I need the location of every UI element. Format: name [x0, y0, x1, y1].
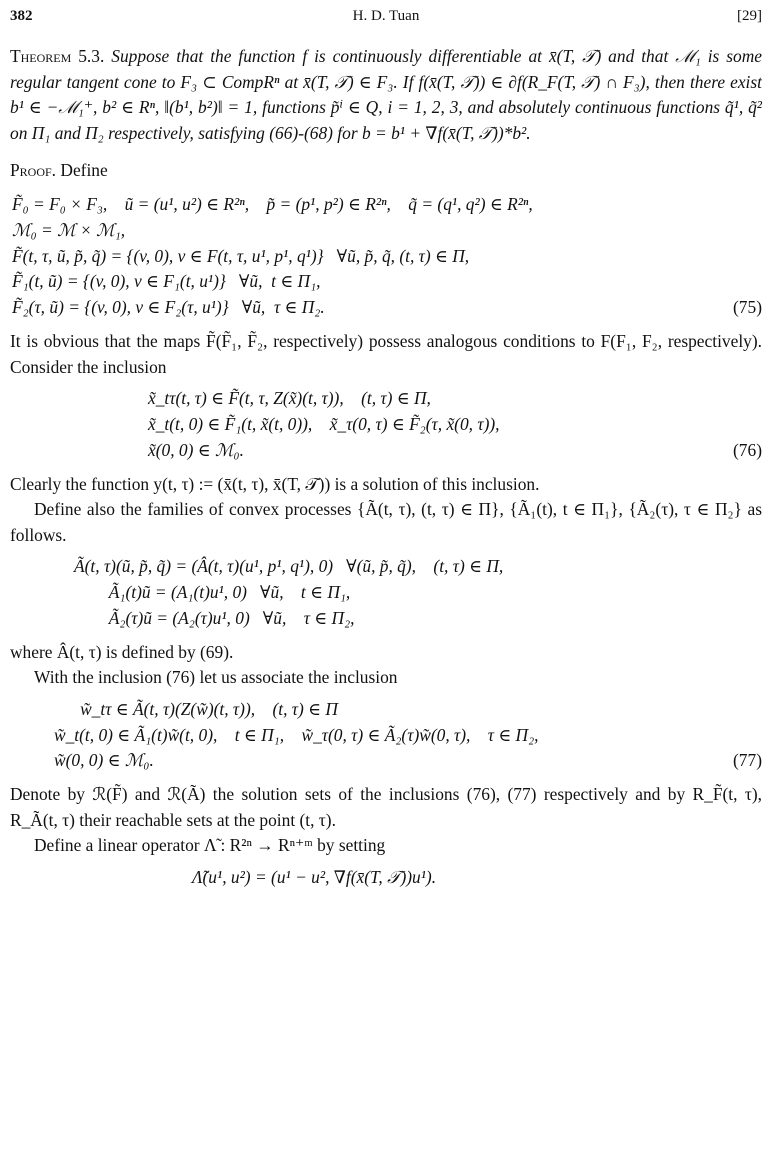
page-number: 382	[10, 8, 33, 24]
equation-number: (77)	[733, 750, 762, 771]
equation-line: w̃_t(t, 0) ∈ Ã₁(t)w̃(t, 0), t ∈ Π₁, w̃_τ(0, τ) ∈ Ã₂(τ)w̃(0, τ), τ ∈ Π₂,	[54, 724, 539, 745]
equation-operator	[10, 865, 762, 891]
equation-line: F̃₀ = F₀ × F₃, ũ = (u¹, u²) ∈ R²ⁿ, p̃ = (p¹, p²) ∈ R²ⁿ, q̃ = (q¹, q²) ∈ R²ⁿ,	[12, 193, 533, 214]
paragraph-solution: Clearly the function y(t, τ) := (x̄(t, τ), x̄(T, 𝒯)) is a solution of this inclusion.	[10, 473, 540, 494]
theorem-label: Theorem 5.3.	[10, 46, 105, 66]
equation-number: (75)	[733, 297, 762, 318]
paragraph-associate: With the inclusion (76) let us associate the inclusion	[34, 667, 398, 688]
page	[10, 4, 762, 1169]
equation-line: w̃_tτ ∈ Ã(t, τ)(Z(w̃)(t, τ)), (t, τ) ∈ Π	[54, 698, 338, 719]
paragraph-convex-processes: Define also the families of convex processes {Ã(t, τ), (t, τ) ∈ Π}, {Ã₁(t), t ∈ Π₁}, {Ã₂(τ), τ ∈ Π₂} as follows.	[10, 499, 762, 545]
equation-line: w̃(0, 0) ∈ ℳ₀.	[54, 750, 154, 771]
running-head: H. D. Tuan	[352, 8, 420, 24]
equation-line: Λ̃(u¹, u²) = (u¹ − u², ∇f(x̄(T, 𝒯))u¹).	[192, 867, 437, 888]
theorem-statement: Suppose that the function f is continuously differentiable at x̄(T, 𝒯) and that ℳ₁ is some regular tangent cone to F₃ ⊂ CompRⁿ at x̄(T, 𝒯) ∈ F₃. If f(x̄(T, 𝒯)) ∈ ∂f(R_F(T, 𝒯) ∩ F₃), then there exist b¹ ∈ −ℳ₁⁺, b² ∈ Rⁿ, ‖(b¹, b²)‖ = 1, functions p̃ⁱ ∈ Q, i = 1, 2, 3, and absolutely continuous functions q̃¹, q̃² on Π₁ and Π₂ respectively, satisfying (66)-(68) for b = b¹ + ∇f(x̄(T, 𝒯))*b².	[10, 46, 762, 143]
equation-line: Ã₁(t)ũ = (A₁(t)u¹, 0) ∀ũ, t ∈ Π₁,	[74, 582, 351, 603]
equation-line: Ã(t, τ)(ũ, p̃, q̃) = (Â(t, τ)(u¹, p¹, q¹), 0) ∀(ũ, p̃, q̃), (t, τ) ∈ Π,	[74, 556, 504, 577]
equation-76	[10, 386, 762, 463]
equation-line: x̃(0, 0) ∈ ℳ₀.	[148, 439, 244, 460]
equation-number: (76)	[733, 439, 762, 460]
equation-line: F̃₂(τ, ũ) = {(v, 0), v ∈ F₂(τ, u¹)} ∀ũ, τ ∈ Π₂.	[12, 297, 325, 318]
page-header	[10, 4, 762, 30]
paragraph-where: where Â(t, τ) is defined by (69).	[10, 641, 234, 662]
proof-heading	[10, 158, 762, 184]
equation-convex-families	[10, 554, 762, 631]
paragraph-maps: It is obvious that the maps F̃(F̃₁, F̃₂, respectively) possess analogous conditions to F(F₁, F₂, respectively). Consider the inclusion	[10, 330, 762, 377]
equation-line: F̃(t, τ, ũ, p̃, q̃) = {(v, 0), v ∈ F(t, τ, u¹, p¹, q¹)} ∀ũ, p̃, q̃, (t, τ) ∈ Π,	[12, 245, 470, 266]
equation-77	[10, 697, 762, 774]
equation-line: Ã₂(τ)ũ = (A₂(τ)u¹, 0) ∀ũ, τ ∈ Π₂,	[74, 607, 355, 628]
equation-75	[10, 192, 762, 321]
theorem-5-3	[10, 44, 762, 146]
equation-line: F̃₁(t, ũ) = {(v, 0), v ∈ F₁(t, u¹)} ∀ũ, t ∈ Π₁,	[12, 271, 321, 292]
proof-label: Proof.	[10, 160, 57, 181]
equation-line: x̃_t(t, 0) ∈ F̃₁(t, x̃(t, 0)), x̃_τ(0, τ) ∈ F̃₂(τ, x̃(0, τ)),	[148, 413, 500, 434]
equation-line: ℳ₀ = ℳ × ℳ₁,	[12, 219, 126, 240]
reference-tag: [29]	[737, 8, 762, 24]
equation-line: x̃_tτ(t, τ) ∈ F̃(t, τ, Z(x̃)(t, τ)), (t, τ) ∈ Π,	[148, 388, 431, 409]
proof-intro: Define	[60, 160, 108, 181]
paragraph-linear-operator: Define a linear operator Λ̃ : R²ⁿ → Rⁿ⁺ᵐ by setting	[34, 835, 386, 856]
paragraph-solution-sets: Denote by ℛ(F̃) and ℛ(Ã) the solution sets of the inclusions (76), (77) respectively and by R_F̃(t, τ), R_Ã(t, τ) their reachable sets at the point (t, τ).	[10, 784, 762, 830]
